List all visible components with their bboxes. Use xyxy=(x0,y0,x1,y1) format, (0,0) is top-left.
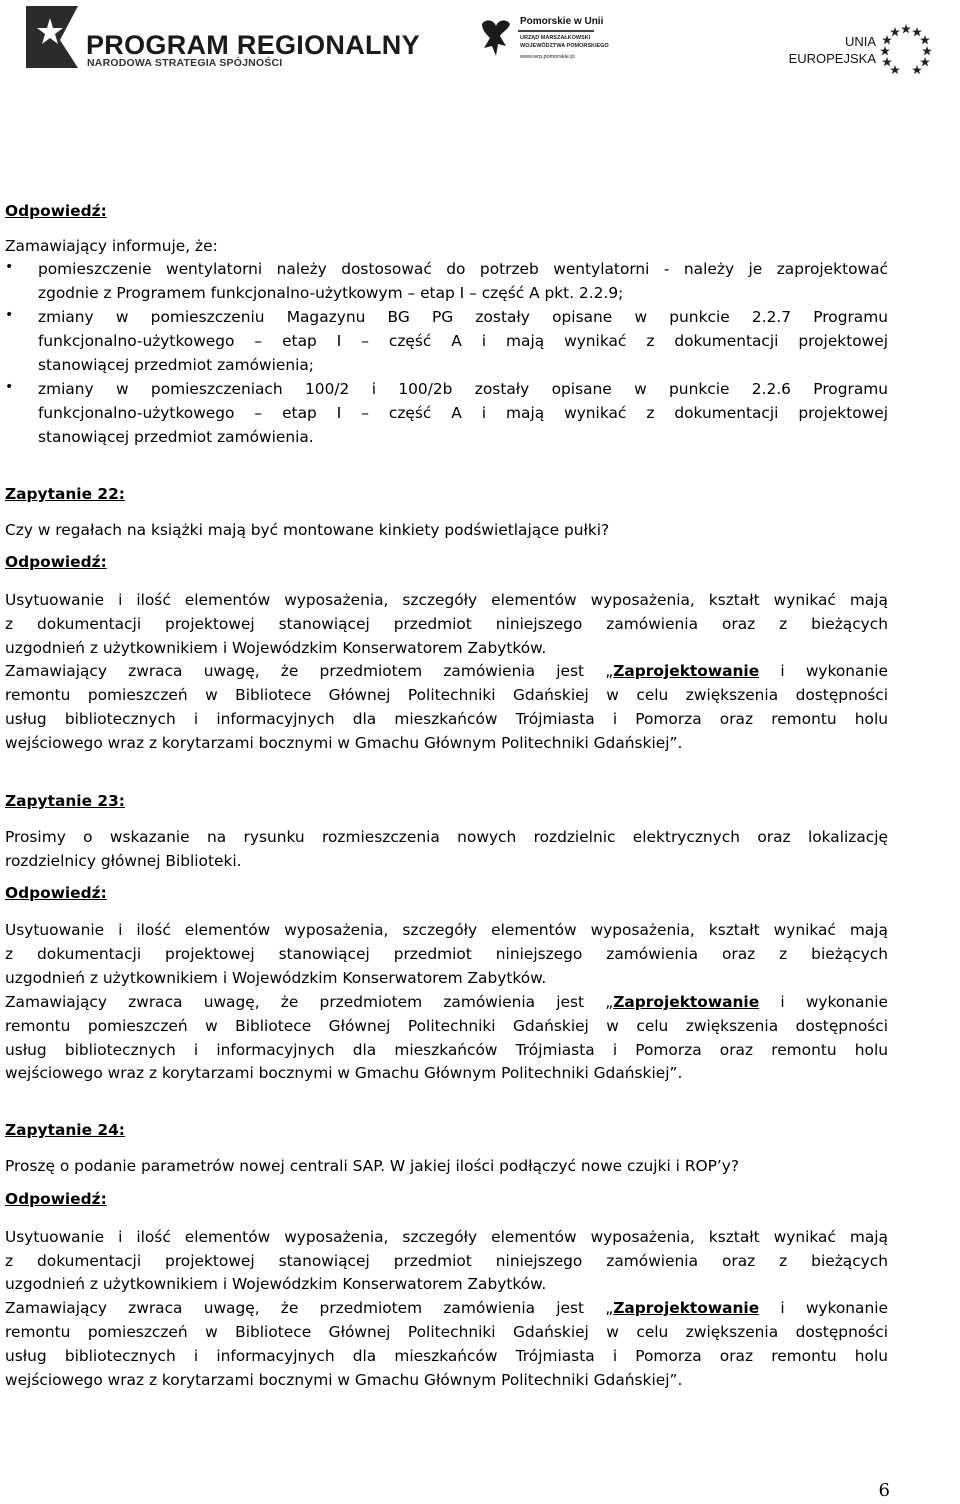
answer-line: uzgodnień z użytkownikiem i Wojewódzkim Konserwatorem Zabytków. xyxy=(5,1275,547,1293)
eu-stars-icon xyxy=(880,22,932,74)
answer-line: remontu pomieszczeń w Bibliotece Głównej Politechniki Gdańskiej w celu zwiększenia dostępności xyxy=(5,686,888,704)
bullet-text-line: zmiany w pomieszczeniach 100/2 i 100/2b zostały opisane w punkcie 2.2.6 Programu xyxy=(38,380,888,398)
answer-line: wejściowego wraz z korytarzami bocznymi w Gmachu Głównym Politechniki Gdańskiej”. xyxy=(5,1064,683,1082)
answer-line: Usytuowanie i ilość elementów wyposażenia, szczegóły elementów wyposażenia, kształt wynikać mają xyxy=(5,591,888,609)
answer-line xyxy=(5,1298,888,1318)
answer-heading: Odpowiedź: xyxy=(5,553,107,571)
question-heading: Zapytanie 24: xyxy=(5,1121,125,1139)
emphasis-text: Zaprojektowanie xyxy=(613,993,760,1011)
eu-line2: EUROPEJSKA xyxy=(788,51,876,66)
answer-line: wejściowego wraz z korytarzami bocznymi w Gmachu Głównym Politechniki Gdańskiej”. xyxy=(5,1371,683,1389)
answer-line xyxy=(5,661,888,681)
question-text: Proszę o podanie parametrów nowej centrali SAP. W jakiej ilości podłączyć nowe czujki i ROP’y? xyxy=(5,1157,740,1175)
bullet-text-line: zmiany w pomieszczeniu Magazynu BG PG zostały opisane w punkcie 2.2.7 Programu xyxy=(38,308,888,326)
answer-text: i wykonanie xyxy=(759,662,888,680)
answer-text: Zamawiający zwraca uwagę, że przedmiotem zamówienia jest „ xyxy=(5,993,614,1011)
bullet-marker: • xyxy=(5,259,14,275)
answer-heading: Odpowiedź: xyxy=(5,1190,107,1208)
answer-text: i wykonanie xyxy=(759,1299,888,1317)
question-text: Czy w regałach na książki mają być montowane kinkiety podświetlające pułki? xyxy=(5,521,610,539)
answer-line: wejściowego wraz z korytarzami bocznymi w Gmachu Głównym Politechniki Gdańskiej”. xyxy=(5,734,683,752)
answer-line: uzgodnień z użytkownikiem i Wojewódzkim Konserwatorem Zabytków. xyxy=(5,639,547,657)
answer-line: usług bibliotecznych i informacyjnych dla mieszkańców Trójmiasta i Pomorza oraz remontu holu xyxy=(5,710,888,728)
answer-line xyxy=(5,992,888,1012)
emphasis-text: Zaprojektowanie xyxy=(613,662,760,680)
bullet-text-line: pomieszczenie wentylatorni należy dostosować do potrzeb wentylatorni - należy je zaprojektować xyxy=(38,260,888,278)
answer-line: remontu pomieszczeń w Bibliotece Głównej Politechniki Gdańskiej w celu zwiększenia dostępności xyxy=(5,1323,888,1341)
pomorskie-line1: URZĄD MARSZAŁKOWSKI xyxy=(520,35,591,41)
page-number: 6 xyxy=(878,1480,890,1501)
answer-line: usług bibliotecznych i informacyjnych dla mieszkańców Trójmiasta i Pomorza oraz remontu holu xyxy=(5,1347,888,1365)
answer-line: z dokumentacji projektowej stanowiącej przedmiot niniejszego zamówienia oraz z bieżących xyxy=(5,1252,888,1270)
program-title: PROGRAM REGIONALNY xyxy=(86,30,420,60)
answer-line: z dokumentacji projektowej stanowiącej przedmiot niniejszego zamówienia oraz z bieżących xyxy=(5,615,888,633)
answer-heading: Odpowiedź: xyxy=(5,884,107,902)
program-subtitle: NARODOWA STRATEGIA SPÓJNOŚCI xyxy=(87,57,283,69)
answer-line: Usytuowanie i ilość elementów wyposażenia, szczegóły elementów wyposażenia, kształt wynikać mają xyxy=(5,1228,888,1246)
question-text: Prosimy o wskazanie na rysunku rozmieszczenia nowych rozdzielnic elektrycznych oraz lokalizację xyxy=(5,828,888,846)
bullet-marker: • xyxy=(5,379,14,395)
eu-logo xyxy=(790,18,950,74)
answer-line: Usytuowanie i ilość elementów wyposażenia, szczegóły elementów wyposażenia, kształt wynikać mają xyxy=(5,921,888,939)
answer-text: Zamawiający zwraca uwagę, że przedmiotem zamówienia jest „ xyxy=(5,1299,614,1317)
question-heading: Zapytanie 22: xyxy=(5,485,125,503)
emphasis-text: Zaprojektowanie xyxy=(613,1299,760,1317)
question-heading: Zapytanie 23: xyxy=(5,792,125,810)
bullet-text-line: funkcjonalno-użytkowego – etap I – część A i mają wynikać z dokumentacji projektowej xyxy=(38,404,888,422)
bullet-text-line: zgodnie z Programem funkcjonalno-użytkowym – etap I – część A pkt. 2.2.9; xyxy=(38,284,624,302)
bullet-text-line: stanowiącej przedmiot zamówienia; xyxy=(38,356,314,374)
flag-star-emblem-icon xyxy=(24,4,80,70)
griffin-crest-icon xyxy=(478,16,514,60)
answer-heading: Odpowiedź: xyxy=(5,202,107,220)
answer-text: i wykonanie xyxy=(759,993,888,1011)
eu-line1: UNIA xyxy=(844,34,876,49)
page-header xyxy=(0,0,960,80)
program-regionalny-logo xyxy=(24,4,420,72)
answer-text: Zamawiający zwraca uwagę, że przedmiotem zamówienia jest „ xyxy=(5,662,614,680)
answer-line: remontu pomieszczeń w Bibliotece Głównej Politechniki Gdańskiej w celu zwiększenia dostępności xyxy=(5,1017,888,1035)
pomorskie-url: www.wrp.pomorskie.pl xyxy=(520,54,575,60)
answer-line: usług bibliotecznych i informacyjnych dla mieszkańców Trójmiasta i Pomorza oraz remontu holu xyxy=(5,1041,888,1059)
bullet-marker: • xyxy=(5,307,14,323)
bullet-text-line: stanowiącej przedmiot zamówienia. xyxy=(38,428,314,446)
answer-line: z dokumentacji projektowej stanowiącej przedmiot niniejszego zamówienia oraz z bieżących xyxy=(5,945,888,963)
pomorskie-divider xyxy=(518,30,594,32)
pomorskie-logo xyxy=(478,12,609,68)
bullet-text-line: funkcjonalno-użytkowego – etap I – część A i mają wynikać z dokumentacji projektowej xyxy=(38,332,888,350)
pomorskie-title: Pomorskie w Unii xyxy=(520,16,604,27)
answer-line: uzgodnień z użytkownikiem i Wojewódzkim Konserwatorem Zabytków. xyxy=(5,969,547,987)
answer-intro: Zamawiający informuje, że: xyxy=(5,237,218,255)
pomorskie-line2: WOJEWÓDZTWA POMORSKIEGO xyxy=(520,43,609,49)
question-text: rozdzielnicy głównej Biblioteki. xyxy=(5,852,242,870)
